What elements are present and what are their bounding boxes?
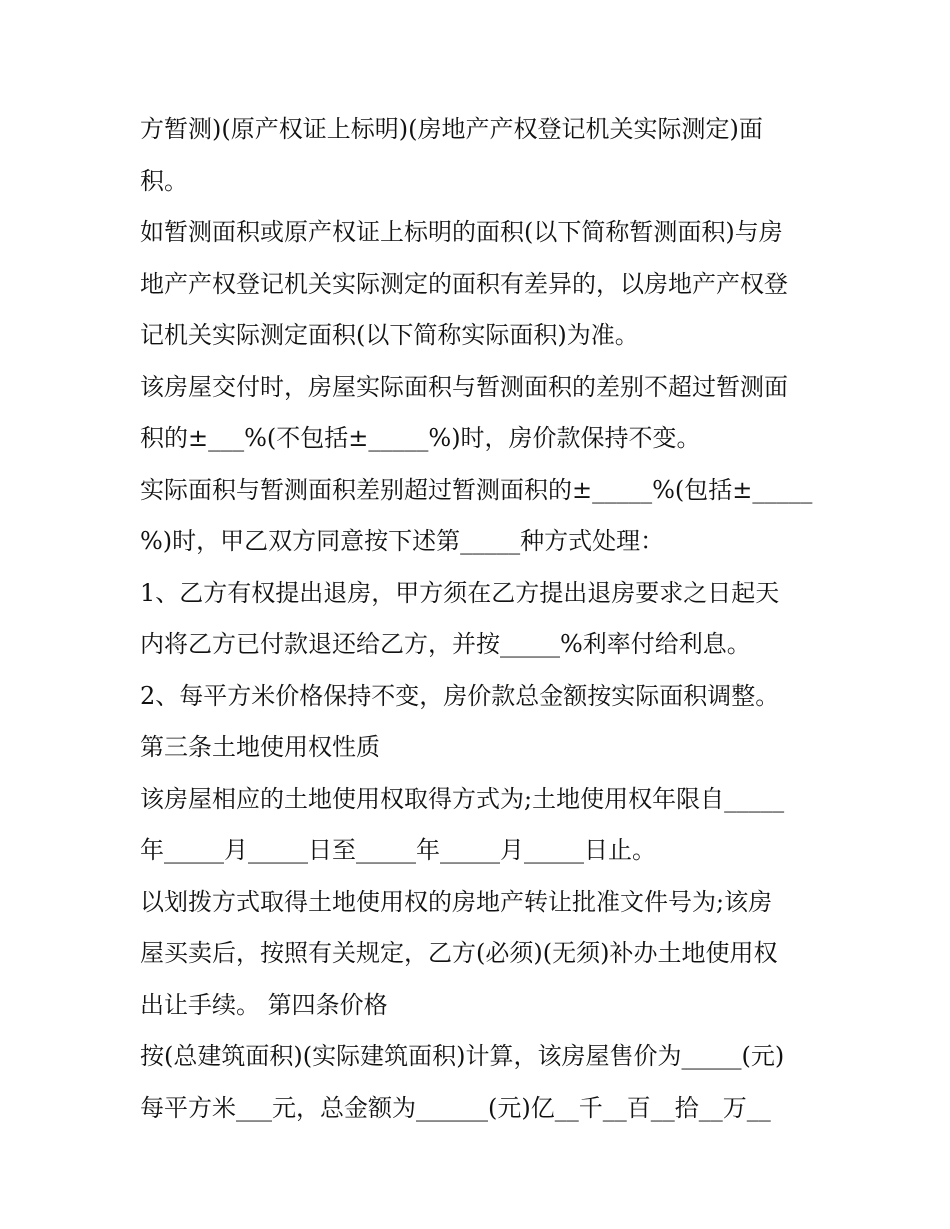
text-line-3: 如暂测面积或原产权证上标明的面积(以下简称暂测面积)与房	[140, 218, 783, 246]
text-line-19: 按(总建筑面积)(实际建筑面积)计算，该房屋售价为_____(元)	[140, 1042, 785, 1070]
text-line-4: 地产产权登记机关实际测定的面积有差异的，以房地产产权登	[140, 269, 788, 298]
text-line-9: %)时，甲乙双方同意按下述第_____种方式处理：	[140, 527, 665, 555]
document-body	[140, 104, 820, 1134]
text-line-8: 实际面积与暂测面积差别超过暂测面积的±_____%(包括±_____	[140, 475, 813, 504]
text-line-12: 2、每平方米价格保持不变，房价款总金额按实际面积调整。	[140, 681, 780, 710]
text-line-18: 出让手续。 第四条价格	[140, 990, 388, 1019]
text-line-1: 方暂测)(原产权证上标明)(房地产产权登记机关实际测定)面	[140, 115, 763, 143]
text-line-11: 内将乙方已付款退还给乙方，并按_____%利率付给利息。	[140, 630, 751, 658]
text-line-20: 每平方米___元，总金额为______(元)亿__千__百__拾__万__	[140, 1093, 771, 1122]
text-line-17: 屋买卖后，按照有关规定，乙方(必须)(无须)补办土地使用权	[140, 939, 778, 967]
text-line-15: 年_____月_____日至_____年_____月_____日止。	[140, 836, 656, 864]
text-line-5: 记机关实际测定面积(以下简称实际面积)为准。	[140, 321, 639, 349]
section-heading-land-use: 第三条土地使用权性质	[140, 733, 380, 761]
text-line-2: 积。	[140, 166, 188, 195]
text-line-16: 以划拨方式取得土地使用权的房地产转让批准文件号为;该房	[140, 887, 773, 916]
text-line-6: 该房屋交付时，房屋实际面积与暂测面积的差别不超过暂测面	[140, 372, 788, 401]
text-line-14: 该房屋相应的土地使用权取得方式为;土地使用权年限自_____	[140, 784, 785, 813]
text-line-7: 积的±___%(不包括±_____%)时，房价款保持不变。	[140, 424, 701, 452]
text-line-10: 1、乙方有权提出退房，甲方须在乙方提出退房要求之日起天	[140, 578, 780, 607]
